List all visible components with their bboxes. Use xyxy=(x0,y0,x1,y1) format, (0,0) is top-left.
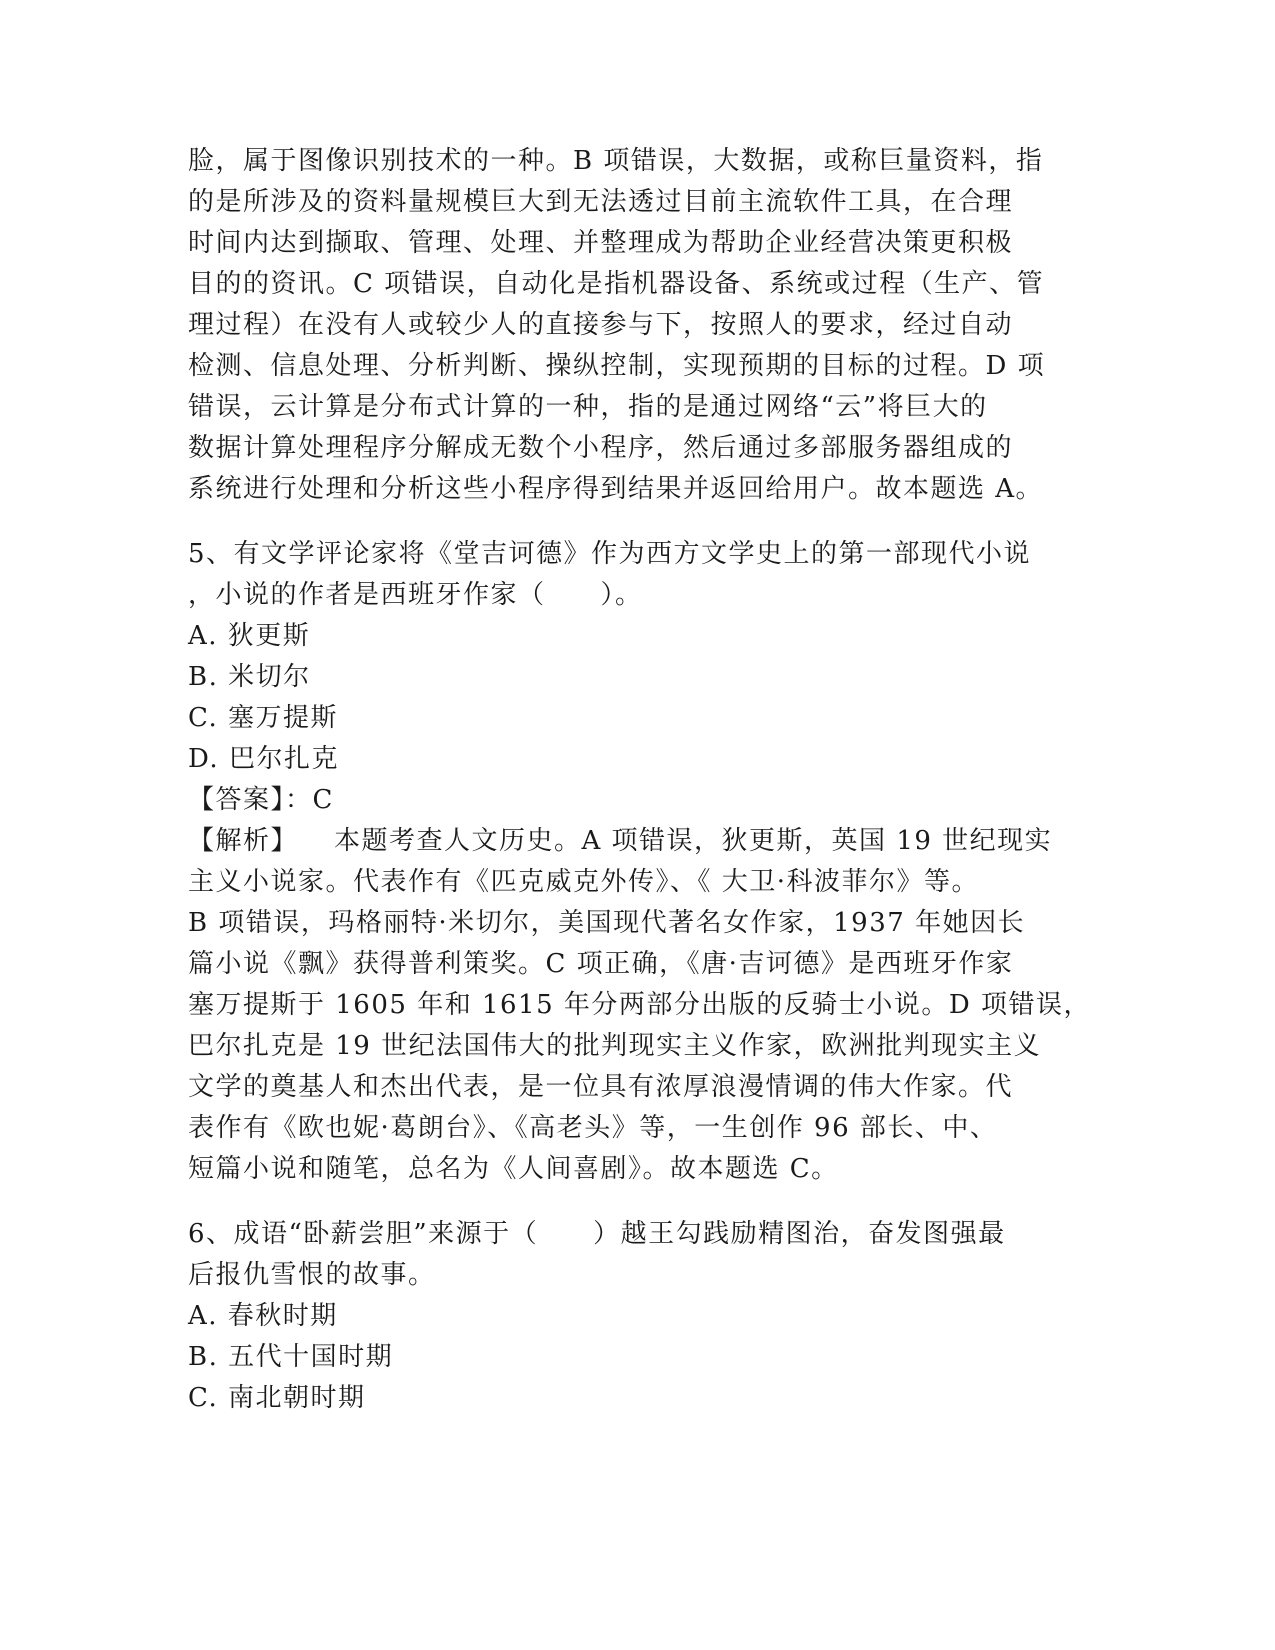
text-line: 系统进行处理和分析这些小程序得到结果并返回给用户。故本题选 A。 xyxy=(188,474,1044,504)
question-text: 5、有文学评论家将《堂吉诃德》作为西方文学史上的第一部现代小说 xyxy=(188,539,1032,569)
explanation-text: 表作有《欧也妮·葛朗台》、《高老头》等，一生创作 96 部长、中、 xyxy=(188,1113,998,1143)
option-b: B. 五代十国时期 xyxy=(188,1342,394,1372)
explanation-text: 主义小说家。代表作有《匹克威克外传》、《 大卫·科波菲尔》等。 xyxy=(188,867,980,897)
question-text: ，小说的作者是西班牙作家（ ）。 xyxy=(188,580,643,610)
option-a: A. 春秋时期 xyxy=(188,1301,338,1331)
text-line: 理过程）在没有人或较少人的直接参与下，按照人的要求，经过自动 xyxy=(188,310,1014,340)
option-a: A. 狄更斯 xyxy=(188,621,311,651)
explanation-text: 短篇小说和随笔，总名为《人间喜剧》。故本题选 C。 xyxy=(188,1154,839,1184)
text-line: 时间内达到撷取、管理、处理、并整理成为帮助企业经营决策更积极 xyxy=(188,228,1014,258)
explanation-text: 篇小说《飘》获得普利策奖。C 项正确，《唐·吉诃德》是西班牙作家 xyxy=(188,949,1014,979)
option-b: B. 米切尔 xyxy=(188,662,311,692)
option-c: C. 塞万提斯 xyxy=(188,703,338,733)
explanation-label: 【解析】 xyxy=(188,826,299,856)
option-c: C. 南北朝时期 xyxy=(188,1383,366,1413)
explanation-first-line xyxy=(188,823,1088,859)
explanation-text: 文学的奠基人和杰出代表，是一位具有浓厚浪漫情调的伟大作家。代 xyxy=(188,1072,1014,1102)
text-line: 检测、信息处理、分析判断、操纵控制，实现预期的目标的过程。D 项 xyxy=(188,351,1046,381)
text-line: 错误，云计算是分布式计算的一种，指的是通过网络“云”将巨大的 xyxy=(188,392,988,422)
text-line: 脸，属于图像识别技术的一种。B 项错误，大数据，或称巨量资料，指 xyxy=(188,146,1044,176)
option-d: D. 巴尔扎克 xyxy=(188,744,339,774)
explanation-text: 巴尔扎克是 19 世纪法国伟大的批判现实主义作家，欧洲批判现实主义 xyxy=(188,1031,1042,1061)
text-line: 目的的资讯。C 项错误，自动化是指机器设备、系统或过程（生产、管 xyxy=(188,269,1045,299)
explanation-text: 本题考查人文历史。A 项错误，狄更斯，英国 19 世纪现实 xyxy=(334,826,1053,856)
answer: 【答案】：C xyxy=(188,785,334,815)
explanation-text: B 项错误，玛格丽特·米切尔，美国现代著名女作家，1937 年她因长 xyxy=(188,908,1026,938)
text-line: 的是所涉及的资料量规模巨大到无法透过目前主流软件工具，在合理 xyxy=(188,187,1014,217)
question-text: 6、成语“卧薪尝胆”来源于（ ）越王勾践励精图治，奋发图强最 xyxy=(188,1219,1006,1249)
text-line: 数据计算处理程序分解成无数个小程序，然后通过多部服务器组成的 xyxy=(188,433,1014,463)
question-text: 后报仇雪恨的故事。 xyxy=(188,1260,436,1290)
explanation-text: 塞万提斯于 1605 年和 1615 年分两部分出版的反骑士小说。D 项错误， xyxy=(188,990,1092,1020)
